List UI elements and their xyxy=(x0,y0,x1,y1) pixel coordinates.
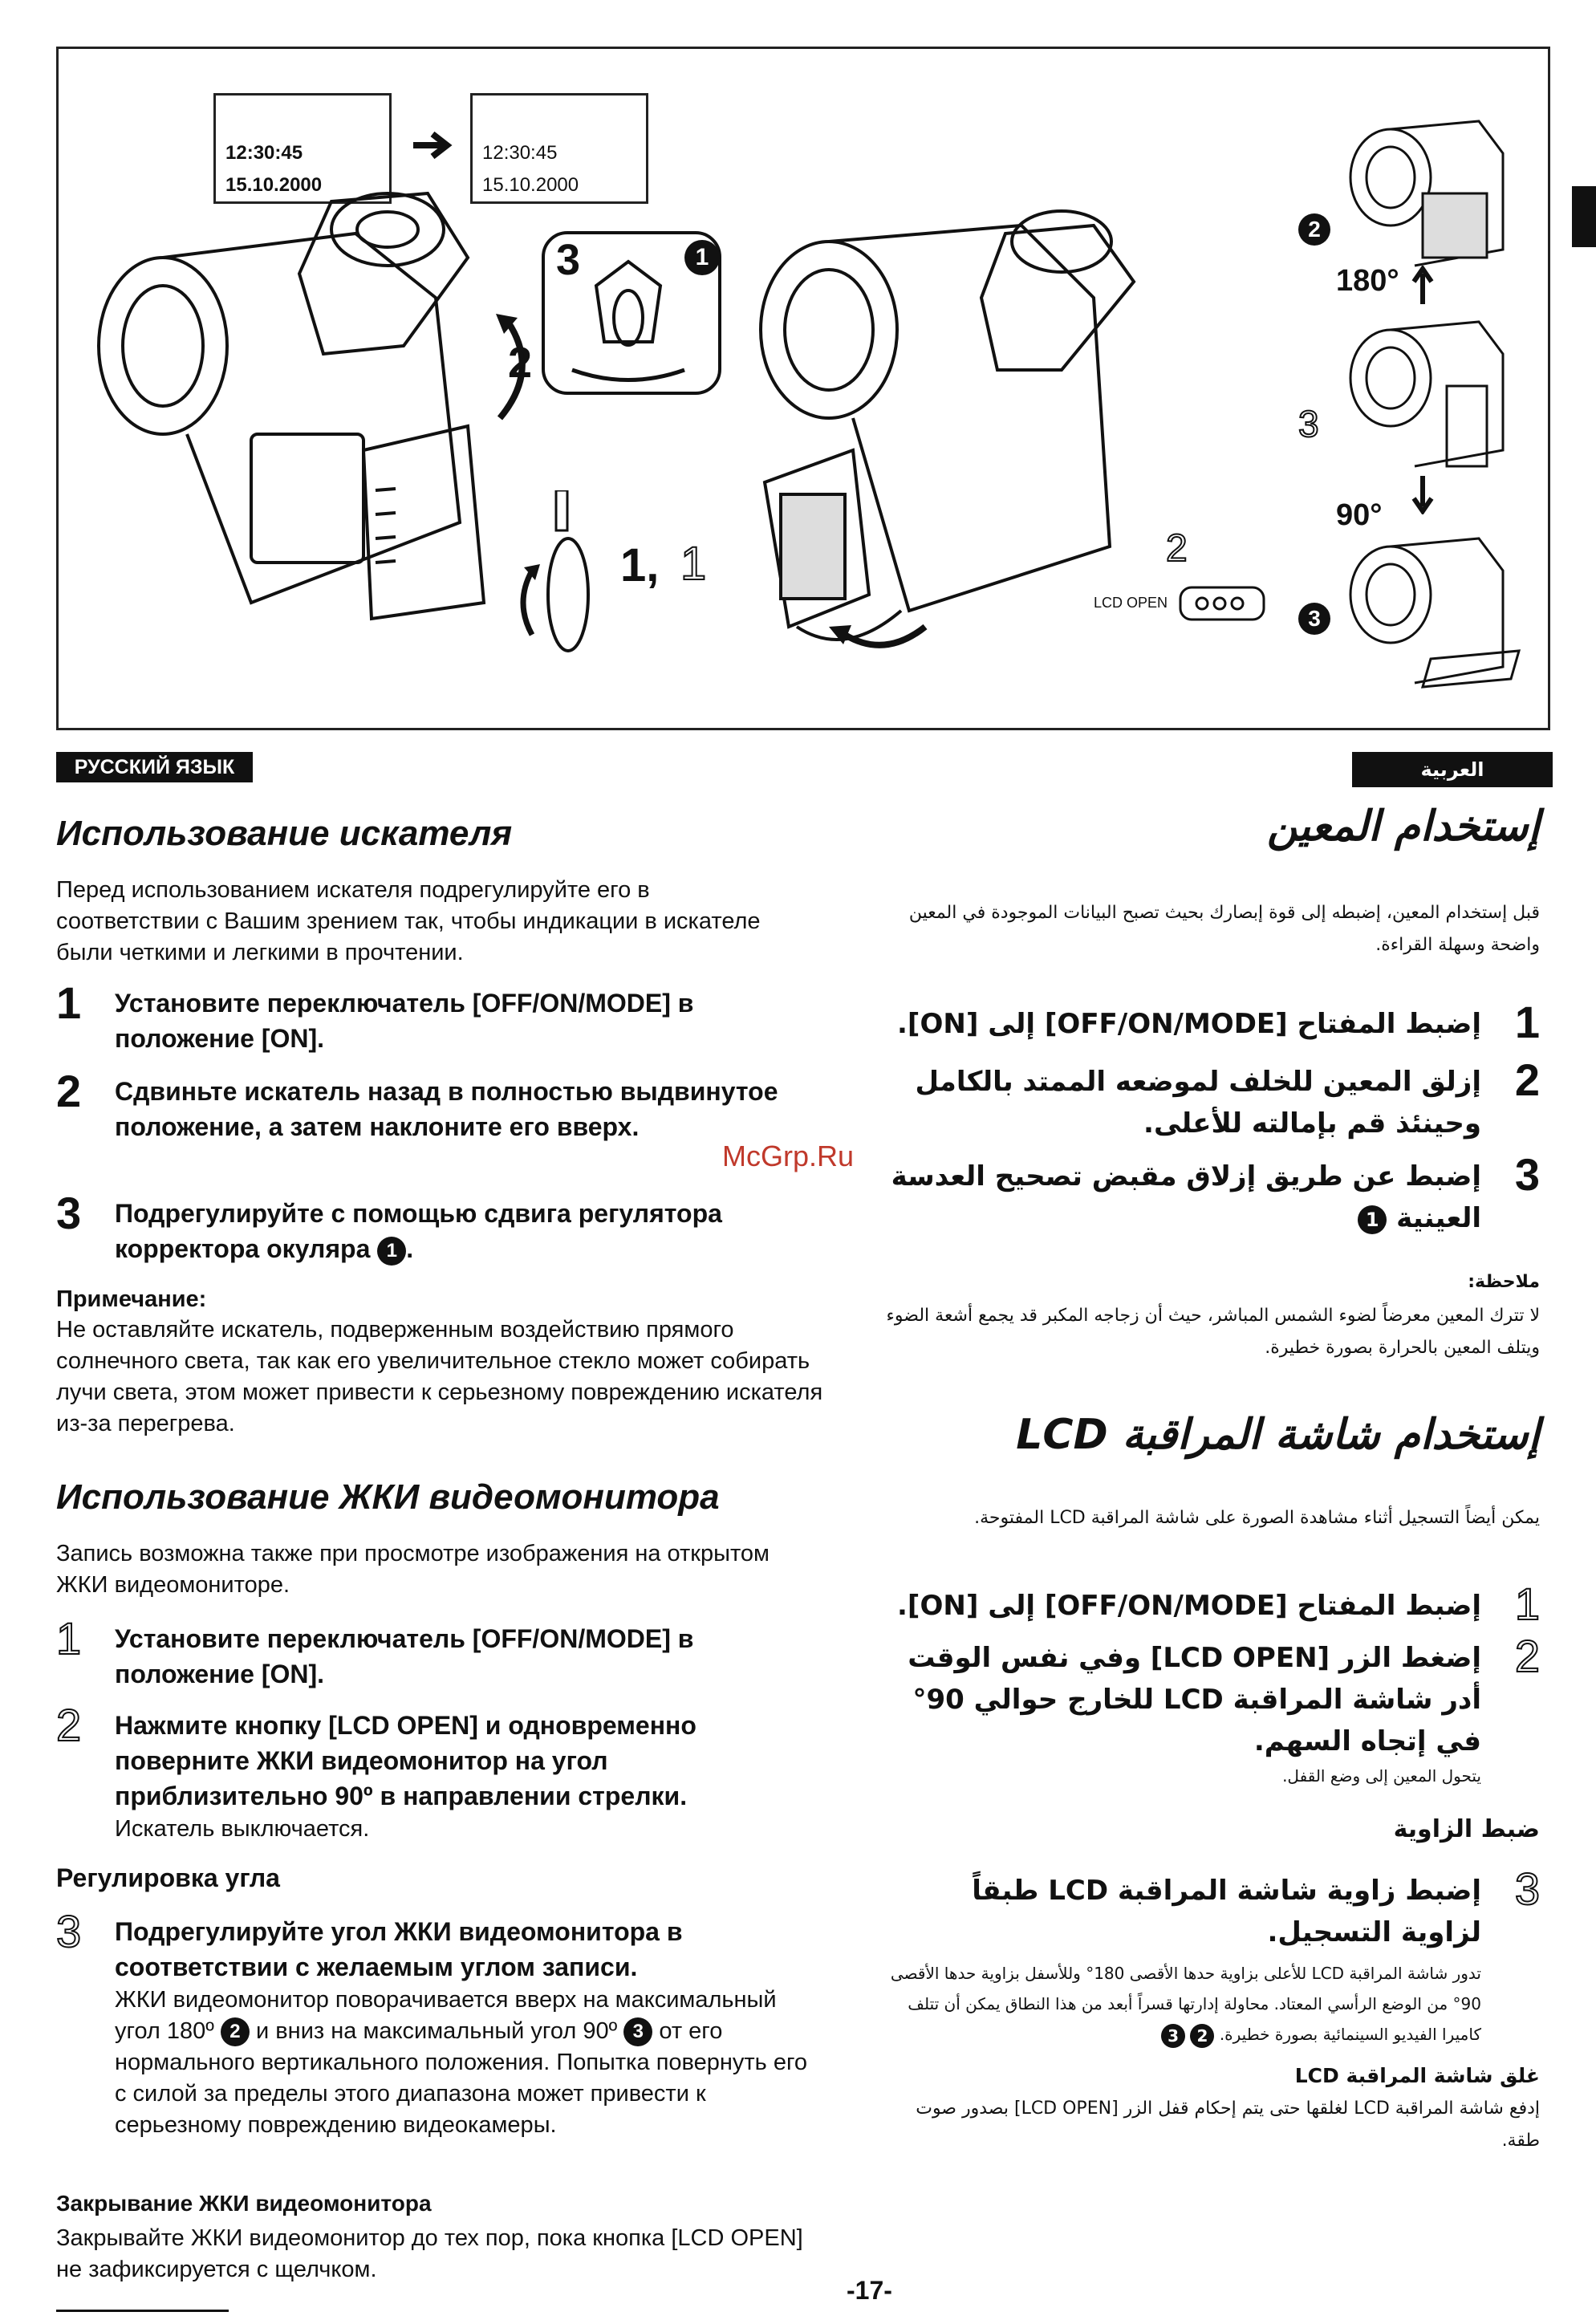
position-marker-3: 3 xyxy=(623,2017,652,2046)
ar-title-viewfinder: إستخدام المعين xyxy=(1266,802,1540,851)
ru-close-text: Закрывайте ЖКИ видеомонитор до тех пор, пока кнопка [LCD OPEN] не зафиксируется с щелчком. xyxy=(56,2225,803,2282)
ru-angle-heading: Регулировка угла xyxy=(56,1863,280,1892)
footer-rule xyxy=(56,2310,229,2312)
camcorder-lcd-normal-illustration xyxy=(1334,306,1519,482)
camcorder-lcd-180-illustration xyxy=(1334,105,1519,282)
angle-90-label: 90° xyxy=(1336,498,1383,532)
ar-title-lcd: إستخدام شاشة المراقبة LCD xyxy=(1016,1411,1540,1459)
lcd-open-label: LCD OPEN xyxy=(1094,595,1168,611)
ru-intro-lcd: Запись возможна также при просмотре изображения на открытом ЖКИ видеомониторе. xyxy=(56,1541,770,1598)
ru-intro-viewfinder: Перед использованием искателя подрегулируйте его в соответствии с Вашим зрением так, чтобы индикации в искателе были четкими и легкими в прочтении. xyxy=(56,877,761,965)
ru-note-title: Примечание: xyxy=(56,1286,207,1312)
ar-intro-viewfinder: قبل إستخدام المعين، إضبطه إلى قوة إبصارك بحيث تصبح البيانات الموجودة في المعين واضحة وسهلة القراءة. xyxy=(908,903,1540,955)
illustration-step-2: 2 xyxy=(508,339,533,387)
page-edge-tab xyxy=(1572,186,1596,247)
position-marker-2: 2 xyxy=(221,2017,250,2046)
ar-note-title: ملاحظة: xyxy=(1468,1272,1540,1292)
illustration-frame xyxy=(56,47,1550,730)
eyepiece-marker-1: 1 xyxy=(377,1237,406,1266)
language-label-russian: РУССКИЙ ЯЗЫК xyxy=(56,752,253,782)
ar-position-marker-2: 2 xyxy=(1190,2024,1214,2048)
camcorder-lcd-90-illustration xyxy=(1334,506,1527,699)
position-2-marker: 2 xyxy=(1298,213,1330,246)
ar-intro-lcd: يمكن أيضاً التسجيل أثناء مشاهدة الصورة على شاشة المراقبة LCD المفتوحة. xyxy=(974,1508,1540,1528)
screen-time: 12:30:45 xyxy=(482,142,558,164)
ar-position-marker-3: 3 xyxy=(1161,2024,1185,2048)
ar-angle-heading: ضبط الزاوية xyxy=(1393,1815,1540,1843)
screen-date: 15.10.2000 xyxy=(482,174,579,196)
screen-time: 12:30:45 xyxy=(225,142,303,164)
screen-date: 15.10.2000 xyxy=(225,174,323,196)
ru-close-heading: Закрывание ЖКИ видеомонитора xyxy=(56,2191,432,2216)
mode-dial-icon xyxy=(508,490,612,675)
lcd-open-button-icon xyxy=(1178,585,1266,622)
ru-note-text: Не оставляйте искатель, подверженным воздействию прямого солнечного света, так как его увеличительное стекло может собирать лучи света, этом может привести к серьезному повреждению искателя из-за перегрева. xyxy=(56,1317,823,1436)
camcorder-viewfinder-illustration xyxy=(91,185,540,667)
watermark: McGrp.Ru xyxy=(722,1140,855,1172)
illustration-step-2-outline: 2 xyxy=(1166,527,1188,570)
illustration-step-3: 3 xyxy=(556,236,581,284)
illustration-step-1-outline: 1 xyxy=(680,538,707,590)
ar-close-text: إدفع شاشة المراقبة LCD لغلقها حتى يتم إحكام قفل الزر [LCD OPEN] بصدور صوت طقة. xyxy=(916,2099,1540,2151)
ar-eyepiece-marker-1: 1 xyxy=(1358,1205,1387,1234)
position-3-marker: 3 xyxy=(1298,603,1330,635)
ru-title-lcd: Использование ЖКИ видеомонитора xyxy=(56,1477,720,1517)
position-3-outline: 3 xyxy=(1298,403,1319,445)
arrow-up-icon xyxy=(1411,266,1435,306)
ar-note-text: لا تترك المعين معرضاً لضوء الشمس المباشر، حيث أن زجاجه المكبر قد يجمع أشعة الضوء ويتلف المعين بالحرارة بصورة خطيرة. xyxy=(886,1306,1540,1358)
ru-title-viewfinder: Использование искателя xyxy=(56,814,513,853)
angle-180-label: 180° xyxy=(1336,264,1399,298)
camcorder-lcd-open-illustration xyxy=(717,209,1198,659)
page-number: -17- xyxy=(847,2276,892,2305)
language-label-arabic: العربية xyxy=(1352,752,1553,787)
arrow-right-icon xyxy=(412,129,460,161)
corrector-marker-1: 1 xyxy=(684,240,720,275)
illustration-step-1: 1, xyxy=(620,539,660,591)
ar-close-heading: غلق شاشة المراقبة LCD xyxy=(1294,2064,1540,2087)
